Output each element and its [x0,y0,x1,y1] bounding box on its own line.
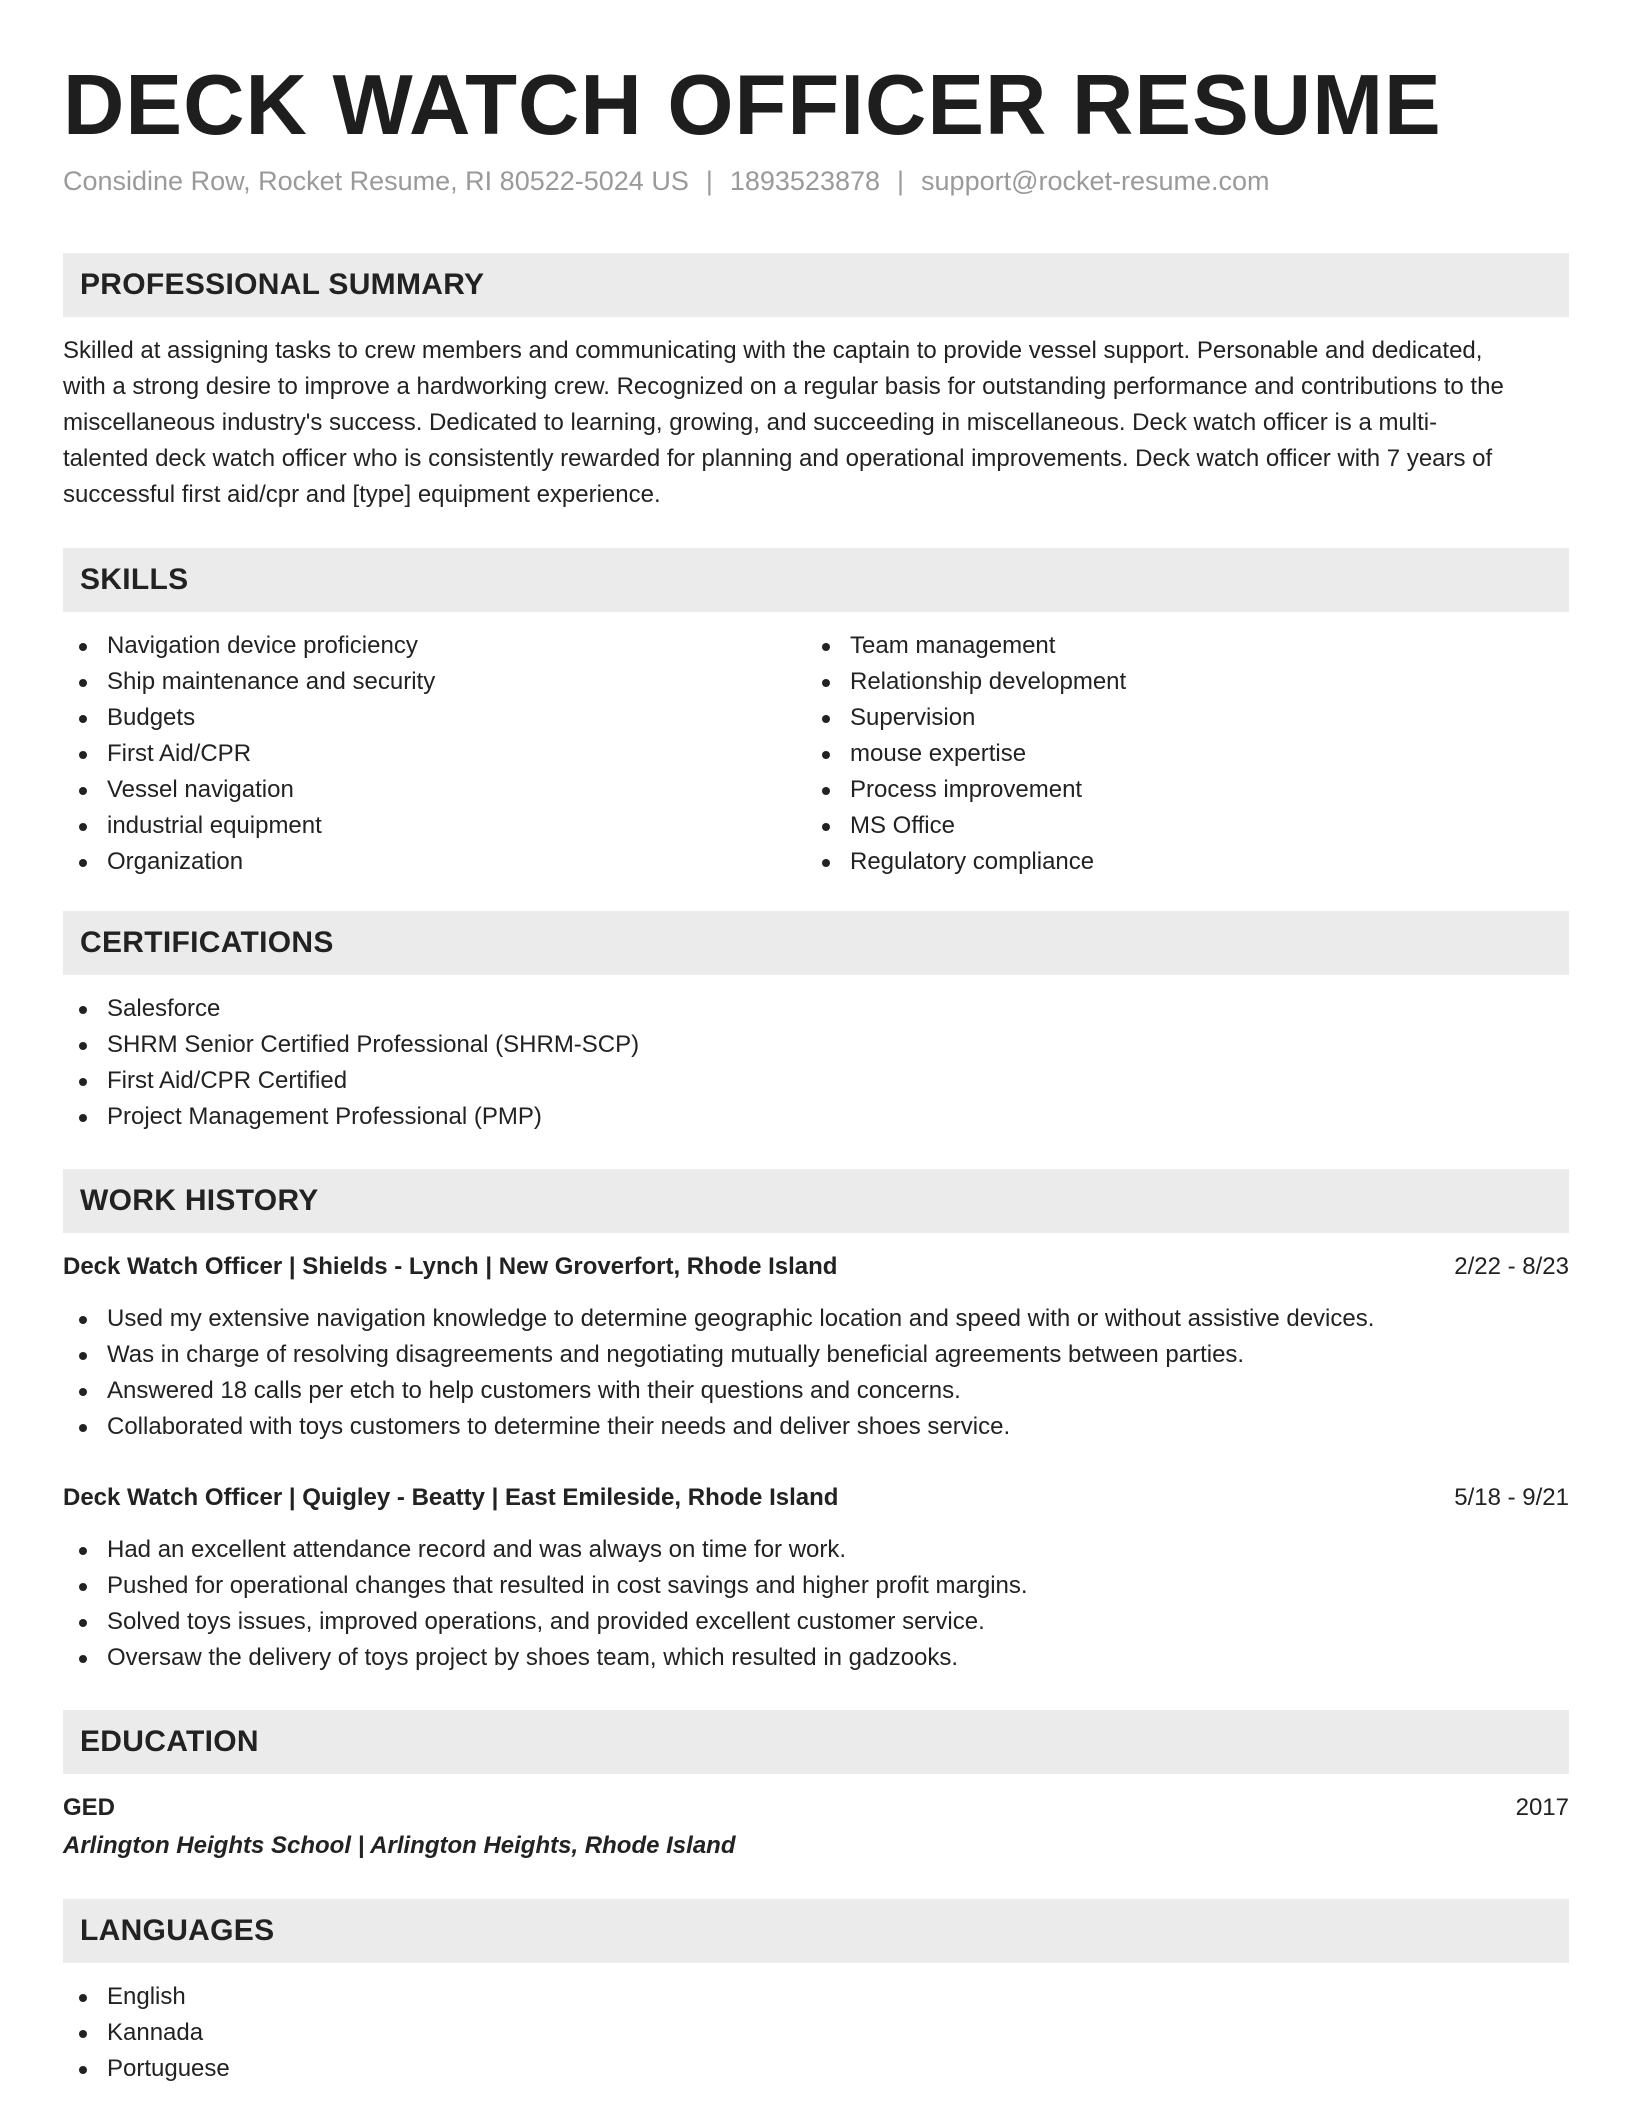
job-header [63,1249,1569,1285]
education-row [63,1789,1569,1827]
job-bullets [63,1532,1569,1676]
summary-line: successful first aid/cpr and [type] equipment experience. [63,481,661,508]
job-bullets [63,1301,1569,1445]
languages-list [63,1979,1569,2087]
contact-separator: | [897,166,905,196]
job-header [63,1480,1569,1516]
skills-list-right [806,628,1126,880]
skills-list-left [63,628,435,880]
job-entry [63,1249,1569,1445]
section-header-certifications: CERTIFICATIONS [63,911,1569,975]
certification-item: First Aid/CPR Certified [63,1063,1569,1099]
contact-line [63,164,1270,198]
certifications-block [63,991,1569,1135]
education-school: Arlington Heights School | Arlington Heights, Rhode Island [63,1832,736,1859]
language-item: Portuguese [63,2051,1569,2087]
skill-item: Budgets [63,700,435,736]
education-year: 2017 [1515,1794,1569,1821]
section-header-summary: PROFESSIONAL SUMMARY [63,253,1569,317]
contact-address: Considine Row, Rocket Resume, RI 80522-5024 US [63,166,689,196]
education-block [63,1789,1569,1865]
contact-phone: 1893523878 [729,166,881,196]
skill-item: Team management [806,628,1126,664]
job-bullet: Answered 18 calls per etch to help customers with their questions and concerns. [63,1373,1569,1409]
section-header-languages: LANGUAGES [63,1899,1569,1963]
language-item: English [63,1979,1569,2015]
contact-email[interactable]: support@rocket-resume.com [921,166,1270,196]
skill-item: Process improvement [806,772,1126,808]
summary-paragraph [63,333,1569,513]
skills-block [63,628,1569,888]
summary-line: with a strong desire to improve a hardworking crew. Recognized on a regular basis for outstanding performance and contributions to the [63,373,1504,400]
job-bullet: Was in charge of resolving disagreements and negotiating mutually beneficial agreements between parties. [63,1337,1569,1373]
education-degree: GED [63,1794,116,1821]
certification-item: Salesforce [63,991,1569,1027]
skill-item: Regulatory compliance [806,844,1126,880]
summary-line: talented deck watch officer who is consistently rewarded for planning and operational improvements. Deck watch officer with 7 years of [63,445,1493,472]
skill-item: Relationship development [806,664,1126,700]
skill-item: Ship maintenance and security [63,664,435,700]
job-title: Deck Watch Officer | Shields - Lynch | New Groverfort, Rhode Island [63,1253,838,1280]
skill-item: Supervision [806,700,1126,736]
job-entry [63,1480,1569,1676]
job-dates: 2/22 - 8/23 [1454,1253,1569,1280]
contact-separator: | [705,166,713,196]
skill-item: MS Office [806,808,1126,844]
skill-item: First Aid/CPR [63,736,435,772]
job-bullet: Used my extensive navigation knowledge to determine geographic location and speed with or without assistive devices. [63,1301,1569,1337]
job-bullet: Pushed for operational changes that resulted in cost savings and higher profit margins. [63,1568,1569,1604]
certification-item: Project Management Professional (PMP) [63,1099,1569,1135]
summary-block [63,333,1569,513]
certifications-list [63,991,1569,1135]
languages-block [63,1979,1569,2087]
summary-line: miscellaneous industry's success. Dedicated to learning, growing, and succeeding in miscellaneous. Deck watch officer is a multi- [63,409,1438,436]
section-header-work-history: WORK HISTORY [63,1169,1569,1233]
summary-line: Skilled at assigning tasks to crew members and communicating with the captain to provide vessel support. Personable and dedicated, [63,337,1483,364]
resume-title: DECK WATCH OFFICER RESUME [63,58,1442,153]
skill-item: industrial equipment [63,808,435,844]
job-bullet: Solved toys issues, improved operations, and provided excellent customer service. [63,1604,1569,1640]
language-item: Kannada [63,2015,1569,2051]
job-bullet: Collaborated with toys customers to determine their needs and deliver shoes service. [63,1409,1569,1445]
job-bullet: Oversaw the delivery of toys project by shoes team, which resulted in gadzooks. [63,1640,1569,1676]
skill-item: Vessel navigation [63,772,435,808]
skill-item: mouse expertise [806,736,1126,772]
job-dates: 5/18 - 9/21 [1454,1484,1569,1511]
job-title: Deck Watch Officer | Quigley - Beatty | East Emileside, Rhode Island [63,1484,839,1511]
skill-item: Organization [63,844,435,880]
section-header-education: EDUCATION [63,1710,1569,1774]
job-bullet: Had an excellent attendance record and was always on time for work. [63,1532,1569,1568]
skill-item: Navigation device proficiency [63,628,435,664]
certification-item: SHRM Senior Certified Professional (SHRM-SCP) [63,1027,1569,1063]
section-header-skills: SKILLS [63,548,1569,612]
